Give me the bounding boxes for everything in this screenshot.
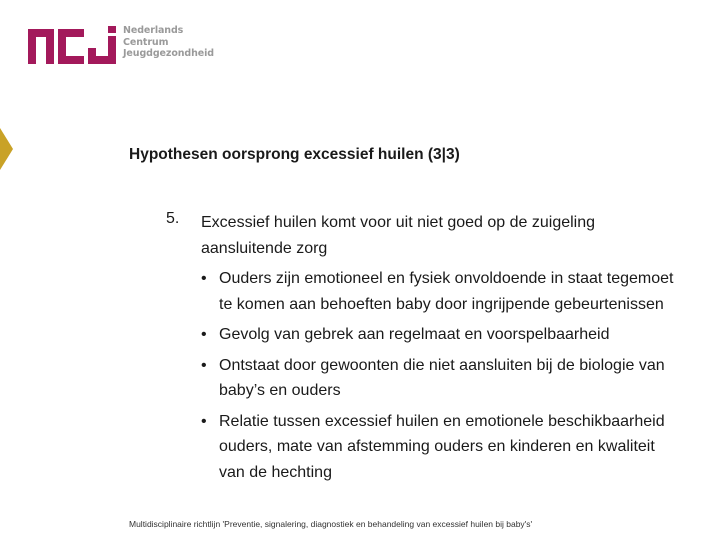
bullet-item [198,409,678,486]
bullet-item [198,353,678,404]
logo-line-1: Nederlands [123,25,184,36]
bullet-dot-icon: • [201,326,207,343]
ncj-logo [28,26,214,68]
logo-wordmark [123,25,214,60]
bullet-text: Relatie tussen excessief huilen en emotionele beschikbaarheid ouders, mate van afstemming ouders en kinderen en kwaliteit van de hechting [219,412,665,481]
bullet-dot-icon: • [201,270,207,287]
bullet-dot-icon: • [201,356,207,374]
bullet-item [198,322,678,348]
slide-title: Hypothesen oorsprong excessief huilen (3|3) [129,146,460,163]
bullet-text: Ontstaat door gewoonten die niet aansluiten bij de biologie van baby’s en ouders [219,356,665,399]
logo-line-3: Jeugdgezondheid [123,48,214,59]
accent-arrow-icon [0,128,14,170]
item-number: 5. [166,210,180,227]
bullet-text: Ouders zijn emotioneel en fysiek onvoldoende in staat tegemoet te komen aan behoeften baby door ingrijpende gebeurtenissen [219,270,674,313]
logo-line-2: Centrum [123,36,169,48]
bullet-dot-icon: • [201,412,207,430]
bullet-list [198,266,678,490]
footer-citation: Multidisciplinaire richtlijn 'Preventie, signalering, diagnostiek en behandeling van excessief huilen bij baby's' [129,519,533,529]
item-text: Excessief huilen komt voor uit niet goed op de zuigeling aansluitende zorg [201,214,596,257]
bullet-text: Gevolg van gebrek aan regelmaat en voorspelbaarheid [219,326,610,343]
ncj-logo-mark-icon [28,26,118,68]
bullet-item [198,266,678,317]
